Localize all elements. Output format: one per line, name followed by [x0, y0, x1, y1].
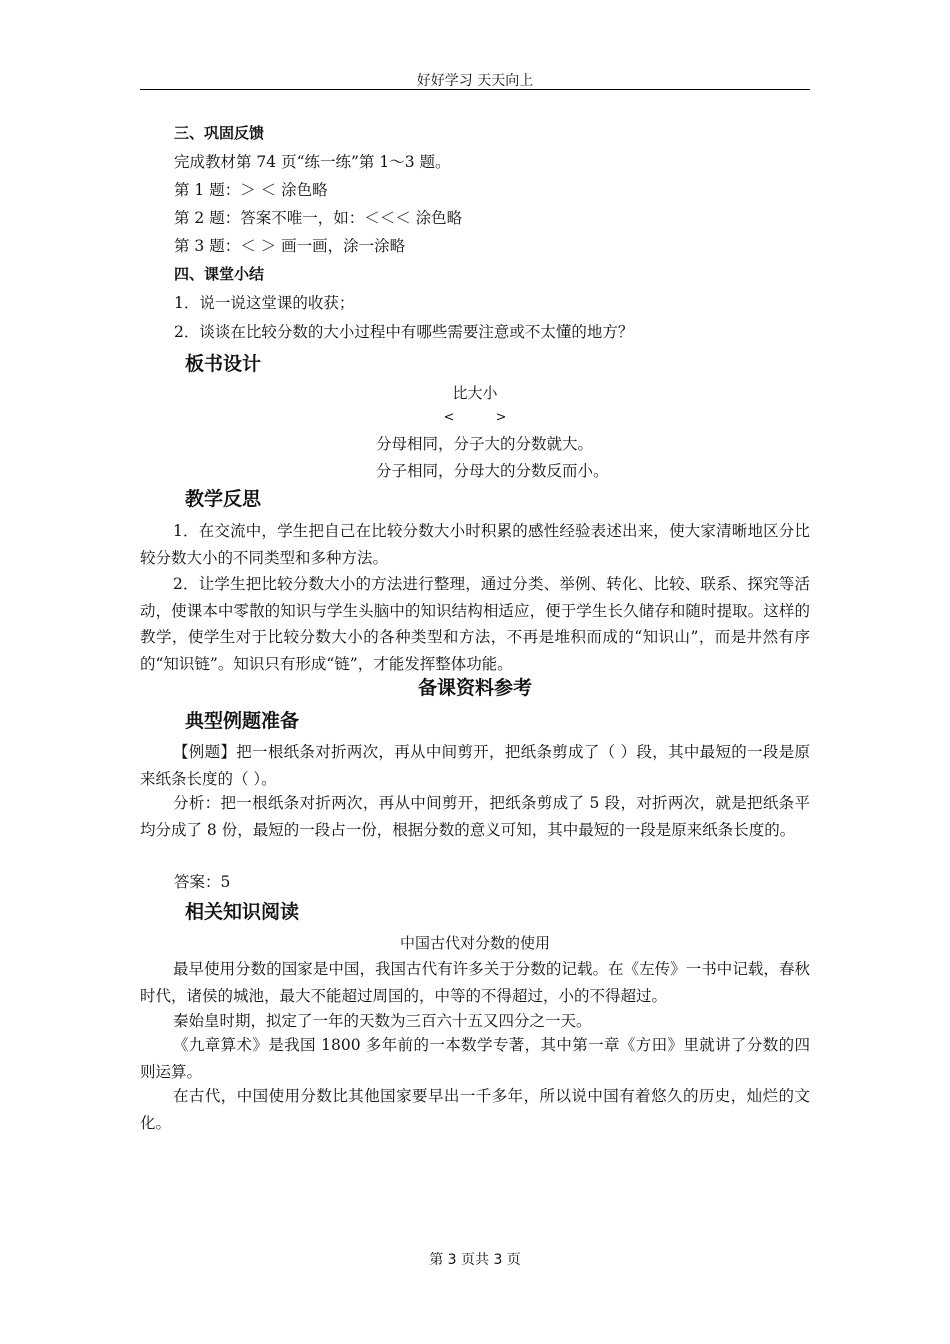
board-symbols: < > [443, 410, 507, 425]
page-footer: 第 3 页共 3 页 [429, 1252, 521, 1268]
example-title: 典型例题准备 [185, 710, 300, 732]
section-3-line: 第 2 题：答案不唯一，如：＜＜＜ 涂色略 [174, 209, 463, 227]
reading-paragraph: 在古代，中国使用分数比其他国家要早出一千多年，所以说中国有着悠久的历史，灿烂的文化。 [140, 1087, 810, 1132]
reflection-paragraph: 2．让学生把比较分数大小的方法进行整理，通过分类、举例、转化、比较、联系、探究等活动，使课本中零散的知识与学生头脑中的知识结构相适应，便于学生长久储存和随时提取。这样的教学，使学生对于比较分数大小的各种类型和方法，不再是堆积而成的“知识山”，而是井然有序的“知识链”。知识只有形成“链”，才能发挥整体功能。 [140, 575, 810, 673]
reading-subtitle: 中国古代对分数的使用 [399, 934, 550, 952]
section-3-line: 完成教材第 74 页“练一练”第 1～3 题。 [174, 153, 451, 171]
reading-title: 相关知识阅读 [185, 901, 300, 923]
reading-paragraph: 最早使用分数的国家是中国，我国古代有许多关于分数的记载。在《左传》一书中记载，春秋时代，诸侯的城池，最大不能超过周国的，中等的不得超过，小的不得超过。 [140, 960, 810, 1005]
section-4-line: 1．说一说这堂课的收获； [174, 294, 355, 312]
section-4-line: 2．谈谈在比较分数的大小过程中有哪些需要注意或不太懂的地方？ [174, 323, 634, 341]
board-subtitle: 比大小 [452, 384, 498, 402]
reading-paragraph: 秦始皇时期，拟定了一年的天数为三百六十五又四分之一天。 [173, 1012, 592, 1030]
analysis-label: 分析： [173, 794, 221, 812]
section-3-line: 第 3 题：＜ ＞ 画一画，涂一涂略 [174, 237, 406, 255]
reading-paragraph: 《九章算术》是我国 1800 多年前的一本数学专著，其中第一章《方田》里就讲了分数的四则运算。 [140, 1036, 810, 1081]
section-3-title: 三、巩固反馈 [174, 124, 265, 142]
section-4-title: 四、课堂小结 [174, 265, 265, 283]
section-3-line: 第 1 题：＞ ＜ 涂色略 [174, 181, 328, 199]
answer: 答案：5 [174, 873, 231, 891]
reflection-paragraph: 1．在交流中，学生把自己在比较分数大小时积累的感性经验表述出来，使大家清晰地区分比较分数大小的不同类型和多种方法。 [140, 522, 810, 567]
board-title: 板书设计 [185, 353, 262, 375]
analysis-text: 把一根纸条对折两次，再从中间剪开，把纸条剪成了 5 段，对折两次，就是把纸条平均分成了 8 份，最短的一段占一份，根据分数的意义可知，其中最短的一段是原来纸条长度的。 [140, 794, 810, 839]
example-text: 把一根纸条对折两次，再从中间剪开，把纸条剪成了（ ）段，其中最短的一段是原来纸条长度的（ ）。 [140, 743, 810, 788]
example-paragraph [140, 739, 810, 792]
board-line: 分子相同，分母大的分数反而小。 [376, 462, 609, 480]
board-line: 分母相同，分子大的分数就大。 [376, 435, 594, 453]
example-label: 【例题】 [173, 743, 237, 761]
page-header: 好好学习 天天向上 [416, 73, 534, 89]
reference-title: 备课资料参考 [417, 677, 532, 699]
analysis-paragraph [140, 790, 810, 843]
header-rule [140, 89, 810, 90]
reflection-title: 教学反思 [185, 488, 262, 510]
